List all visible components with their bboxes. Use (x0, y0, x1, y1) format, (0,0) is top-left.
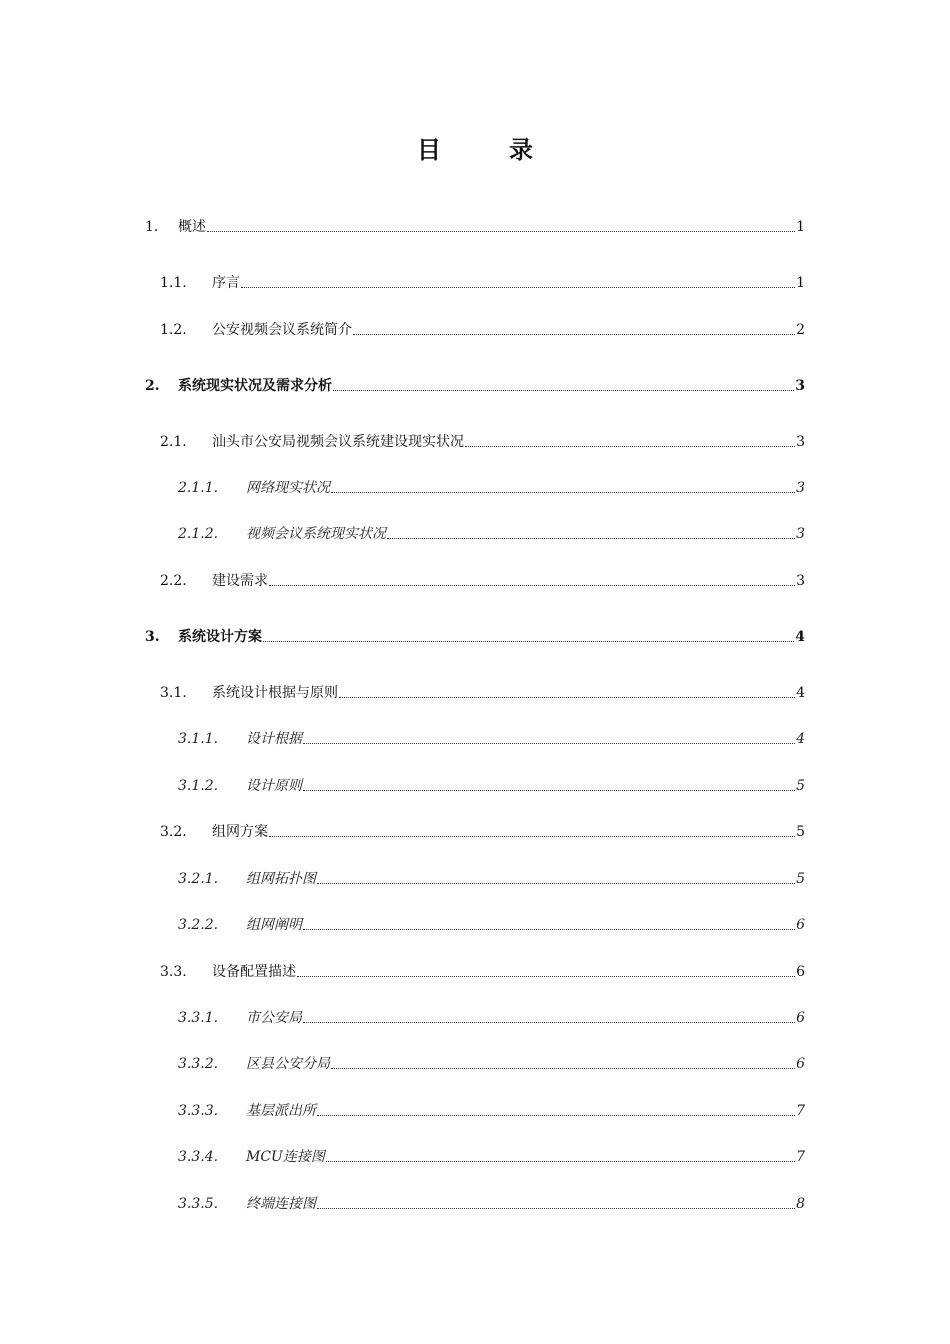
dot-leader (333, 389, 794, 391)
toc-entry-title: 系统设计方案 (178, 629, 262, 645)
toc-entry-number: 1. (145, 219, 159, 235)
toc-entry-number: 2.1.1. (178, 480, 219, 496)
toc-entry[interactable] (178, 726, 805, 748)
toc-entry-page: 3 (796, 434, 805, 450)
toc-entry-title: 汕头市公安局视频会议系统建设现实状况 (212, 434, 464, 450)
dot-leader (326, 1160, 795, 1162)
toc-entry-page: 6 (796, 964, 805, 980)
dot-leader (303, 742, 795, 744)
toc-entry-number: 3.3.4. (178, 1149, 219, 1165)
toc-entry-page: 7 (796, 1103, 805, 1119)
toc-entry[interactable] (178, 866, 805, 888)
toc-entry[interactable] (160, 819, 805, 841)
toc-entry-number: 2.1. (160, 434, 187, 450)
toc-entry-title: 公安视频会议系统简介 (212, 322, 352, 338)
dot-leader (331, 1067, 795, 1069)
toc-entry-number: 3.3.2. (178, 1056, 219, 1072)
toc-entry-title: 网络现实状况 (246, 480, 330, 496)
toc-entry[interactable] (160, 270, 805, 292)
dot-leader (263, 640, 794, 642)
toc-entry[interactable] (178, 1144, 805, 1166)
dot-leader (465, 445, 795, 447)
toc-entry[interactable] (178, 475, 805, 497)
dot-leader (317, 1114, 795, 1116)
dot-leader (269, 584, 795, 586)
toc-entry-title: 区县公安分局 (246, 1056, 330, 1072)
toc-entry[interactable] (145, 214, 805, 236)
toc-entry-number: 3.3.3. (178, 1103, 219, 1119)
dot-leader (303, 789, 795, 791)
toc-entry-title: 组网阐明 (246, 917, 302, 933)
toc-entry-page: 4 (796, 731, 805, 747)
toc-entry-number: 1.2. (160, 322, 187, 338)
toc-entry-number: 1.1. (160, 275, 187, 291)
toc-entry-title: 系统设计根据与原则 (212, 685, 338, 701)
toc-entry-title: 设备配置描述 (212, 964, 296, 980)
toc-entry[interactable] (178, 773, 805, 795)
dot-leader (303, 928, 795, 930)
toc-entry-title: 设计原则 (246, 778, 302, 794)
dot-leader (317, 1207, 795, 1209)
toc-entry-page: 3 (796, 573, 805, 589)
toc-entry[interactable] (160, 568, 805, 590)
dot-leader (269, 835, 795, 837)
toc-entry-title: 设计根据 (246, 731, 302, 747)
toc-entry[interactable] (178, 1051, 805, 1073)
toc-entry-number: 3.2.2. (178, 917, 219, 933)
toc-entry-title: 组网方案 (212, 824, 268, 840)
toc-entry-page: 5 (796, 778, 805, 794)
toc-entry-number: 3.2. (160, 824, 187, 840)
toc-entry[interactable] (178, 912, 805, 934)
toc-entry-page: 1 (796, 219, 805, 235)
toc-entry-page: 1 (796, 275, 805, 291)
toc-entry[interactable] (178, 1098, 805, 1120)
toc-entry-number: 3.2.1. (178, 871, 219, 887)
dot-leader (331, 491, 795, 493)
toc-entry[interactable] (178, 1005, 805, 1027)
toc-entry-title: 序言 (212, 275, 240, 291)
toc-entry[interactable] (178, 521, 805, 543)
toc-entry[interactable] (160, 680, 805, 702)
toc-entry[interactable] (145, 373, 805, 395)
toc-entry-title: 终端连接图 (246, 1196, 316, 1212)
toc-entry-page: 4 (795, 629, 805, 645)
toc-entry-title: 市公安局 (246, 1010, 302, 1026)
dot-leader (317, 882, 795, 884)
toc-entry-page: 6 (796, 1056, 805, 1072)
toc-entry-page: 5 (796, 871, 805, 887)
toc-entry-title: 建设需求 (212, 573, 268, 589)
toc-entry-title: 概述 (178, 219, 206, 235)
dot-leader (303, 1021, 795, 1023)
toc-entry-title: 视频会议系统现实状况 (246, 526, 386, 542)
toc-entry-number: 3. (145, 629, 160, 645)
page-title: 目 录 (417, 135, 555, 164)
toc-entry-title: 系统现实状况及需求分析 (178, 378, 332, 394)
toc-entry-page: 4 (796, 685, 805, 701)
toc-entry-number: 3.1. (160, 685, 187, 701)
toc-entry[interactable] (178, 1191, 805, 1213)
toc-entry-number: 3.3. (160, 964, 187, 980)
toc-entry[interactable] (160, 429, 805, 451)
toc-entry-page: 6 (796, 917, 805, 933)
toc-entry[interactable] (145, 624, 805, 646)
toc-entry-number: 3.1.2. (178, 778, 219, 794)
dot-leader (353, 333, 795, 335)
dot-leader (241, 286, 795, 288)
toc-entry-page: 7 (796, 1149, 805, 1165)
toc-entry-title: MCU连接图 (246, 1149, 325, 1165)
dot-leader (297, 975, 795, 977)
toc-entry[interactable] (160, 959, 805, 981)
toc-entry-number: 2.2. (160, 573, 187, 589)
toc-entry-number: 3.3.5. (178, 1196, 219, 1212)
toc-entry-page: 8 (796, 1196, 805, 1212)
toc-entry-title: 基层派出所 (246, 1103, 316, 1119)
toc-entry-number: 2. (145, 378, 160, 394)
toc-entry-page: 3 (796, 526, 805, 542)
toc-entry-page: 6 (796, 1010, 805, 1026)
dot-leader (387, 537, 795, 539)
toc-entry-number: 3.1.1. (178, 731, 219, 747)
toc-entry-page: 3 (796, 480, 805, 496)
toc-entry-page: 2 (796, 322, 805, 338)
toc-entry-number: 3.3.1. (178, 1010, 219, 1026)
toc-entry[interactable] (160, 317, 805, 339)
toc-entry-title: 组网拓扑图 (246, 871, 316, 887)
toc-entry-number: 2.1.2. (178, 526, 219, 542)
dot-leader (207, 230, 795, 232)
dot-leader (339, 696, 795, 698)
toc-entry-page: 3 (795, 378, 805, 394)
toc-entry-page: 5 (796, 824, 805, 840)
